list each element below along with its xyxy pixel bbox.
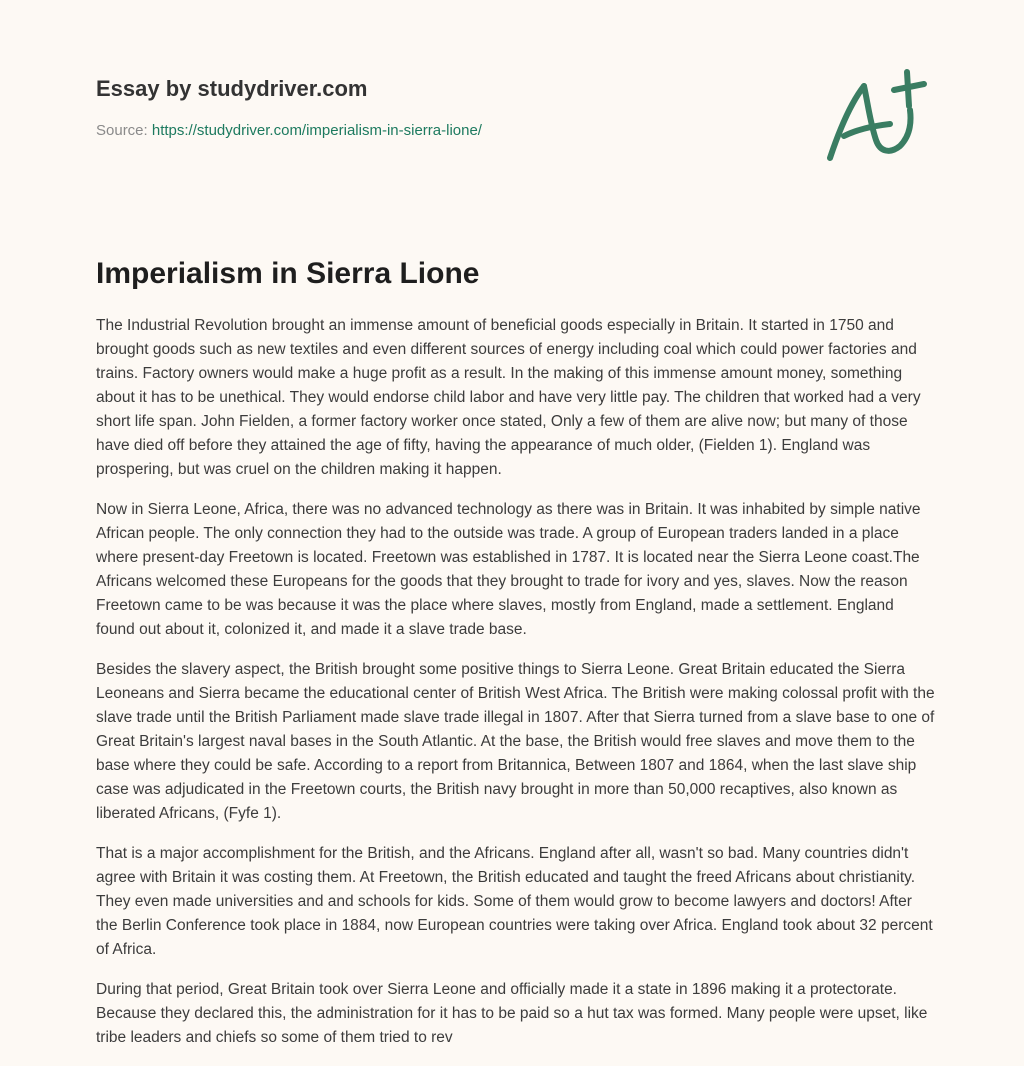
paragraph: That is a major accomplishment for the British, and the Africans. England after all, wasn't so bad. Many countries didn't agree with Britain it was costing them. At Freetown, the British educated and taught the freed Africans about christianity. They even made universities and and schools for kids. Some of them would grow to become lawyers and doctors! After the Berlin Conference took place in 1884, now European countries were taking over Africa. England took about 32 percent of Africa. — [96, 845, 933, 958]
source-line — [96, 121, 796, 141]
site-title: Essay by studydriver.com — [96, 76, 368, 101]
paragraph: The Industrial Revolution brought an immense amount of beneficial goods especially in Britain. It started in 1750 and brought goods such as new textiles and even different sources of energy including coal which could power factories and trains. Factory owners would make a huge profit as a result. In the making of this immense amount money, something about it has to be unethical. They would endorse child labor and have very little pay. The children that worked had a very short life span. John Fielden, a former factory worker once stated, Only a few of them are alive now; but many of those have died off before they attained the age of fifty, having the appearance of much older, (Fielden 1). England was prospering, but was cruel on the children making it happen. — [96, 317, 921, 478]
source-link[interactable]: https://studydriver.com/imperialism-in-sierra-lione/ — [151, 122, 482, 139]
essay-header — [96, 74, 796, 141]
document-title: Imperialism in Sierra Lione — [96, 257, 480, 290]
paragraph: Now in Sierra Leone, Africa, there was no advanced technology as there was in Britain. It was inhabited by simple native African people. The only connection they had to the outside was trade. A group of European traders landed in a place where present-day Freetown is located. Freetown was established in 1787. It is located near the Sierra Leone coast.The Africans welcomed these Europeans for the goods that they brought to trade for ivory and yes, slaves. Now the reason Freetown came to be was because it was the place where slaves, mostly from England, made a settlement. England found out about it, colonized it, and made it a slave trade base. — [96, 501, 921, 638]
essay-body — [96, 314, 936, 1066]
paragraph: Besides the slavery aspect, the British brought some positive things to Sierra Leone. Great Britain educated the Sierra Leoneans and Sierra became the educational center of British West Africa. The British were making colossal profit with the slave trade until the British Parliament made slave trade illegal in 1807. After that Sierra turned from a slave base to one of Great Britain's largest naval bases in the South Atlantic. At the base, the British would free slaves and move them to the base where they could be safe. According to a report from Britannica, Between 1807 and 1864, when the last slave ship case was adjudicated in the Freetown courts, the British navy brought in more than 50,000 recaptives, also known as liberated Africans, (Fyfe 1). — [96, 661, 935, 822]
paragraph: During that period, Great Britain took over Sierra Leone and officially made it a state in 1896 making it a protectorate. Because they declared this, the administration for it has to be paid so a hut tax was formed. Many people were upset, like tribe leaders and chiefs so some of them tried to rev — [96, 981, 928, 1046]
a-plus-grade-icon — [820, 64, 930, 164]
source-label: Source: — [96, 122, 152, 139]
